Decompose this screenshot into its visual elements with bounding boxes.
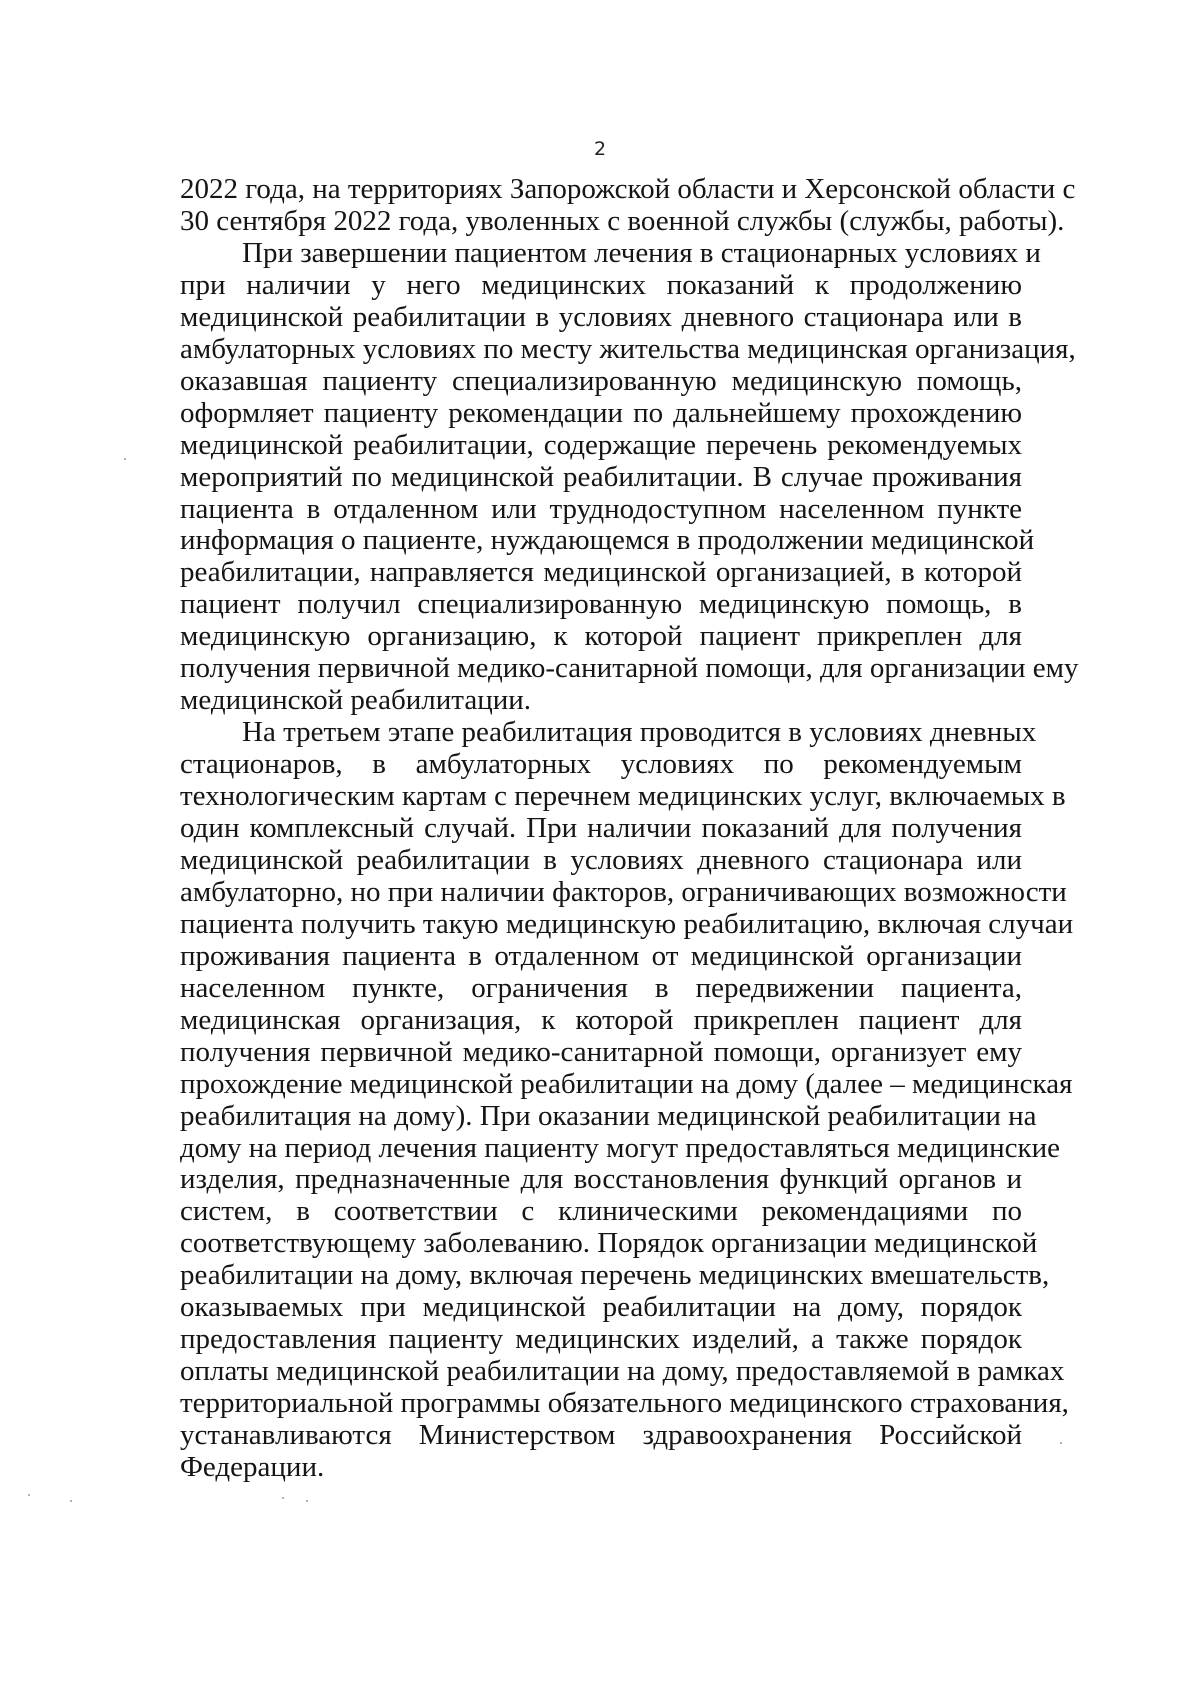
- text-line: реабилитации на дому, включая перечень медицинских вмешательств,: [180, 1259, 1050, 1292]
- text-line: при наличии у него медицинских показаний к продолжению: [180, 268, 1022, 301]
- text-line: информация о пациенте, нуждающемся в продолжении медицинской: [180, 524, 1035, 557]
- scan-speck: [70, 1500, 72, 1502]
- text-line: один комплексный случай. При наличии показаний для получения: [180, 812, 1022, 844]
- text-line: медицинская организация, к которой прикреплен пациент для: [180, 1003, 1022, 1036]
- text-line: стационаров, в амбулаторных условиях по рекомендуемым: [180, 748, 1022, 781]
- text-line: 30 сентября 2022 года, уволенных с военной службы (службы, работы).: [180, 204, 1065, 237]
- text-line: систем, в соответствии с клиническими рекомендациями по: [180, 1195, 1022, 1228]
- text-line: оказавшая пациенту специализированную медицинскую помощь,: [180, 364, 1022, 397]
- text-line: На третьем этапе реабилитация проводится в условиях дневных: [242, 716, 1037, 749]
- text-line: медицинской реабилитации, содержащие перечень рекомендуемых: [180, 428, 1022, 461]
- text-line: медицинской реабилитации в условиях дневного стационара или в: [180, 300, 1022, 333]
- text-line: 2022 года, на территориях Запорожской области и Херсонской области с: [180, 173, 1076, 205]
- text-line: пациент получил специализированную медицинскую помощь, в: [180, 588, 1022, 621]
- text-line: дому на период лечения пациенту могут предоставляться медицинские: [180, 1131, 1061, 1164]
- text-line: реабилитация на дому). При оказании медицинской реабилитации на: [180, 1099, 1037, 1132]
- text-line: медицинскую организацию, к которой пациент прикреплен для: [180, 620, 1022, 653]
- text-line: соответствующему заболеванию. Порядок организации медицинской: [180, 1227, 1038, 1260]
- scan-speck: [282, 1497, 284, 1499]
- text-line: оказываемых при медицинской реабилитации на дому, порядок: [180, 1291, 1022, 1324]
- text-line: устанавливаются Министерством здравоохранения Российской: [180, 1419, 1022, 1452]
- text-line: мероприятий по медицинской реабилитации. В случае проживания: [180, 460, 1022, 493]
- text-line: получения первичной медико-санитарной помощи, организует ему: [180, 1035, 1022, 1068]
- text-line: оформляет пациенту рекомендации по дальнейшему прохождению: [180, 396, 1022, 429]
- scan-speck: [1060, 1442, 1062, 1444]
- text-line: пациента получить такую медицинскую реабилитацию, включая случаи: [180, 907, 1074, 940]
- text-line: населенном пункте, ограничения в передвижении пациента,: [180, 971, 1022, 1004]
- text-line: получения первичной медико-санитарной помощи, для организации ему: [180, 652, 1079, 685]
- text-line: амбулаторных условиях по месту жительства медицинская организация,: [180, 332, 1076, 365]
- text-line: амбулаторно, но при наличии факторов, ограничивающих возможности: [180, 875, 1067, 908]
- text-line: медицинской реабилитации в условиях дневного стационара или: [180, 843, 1022, 876]
- text-line: изделия, предназначенные для восстановления функций органов и: [180, 1163, 1022, 1196]
- text-line: реабилитации, направляется медицинской организацией, в которой: [180, 556, 1022, 589]
- text-line: технологическим картам с перечнем медицинских услуг, включаемых в: [180, 780, 1066, 813]
- text-line: пациента в отдаленном или труднодоступном населенном пункте: [180, 492, 1022, 525]
- text-line: медицинской реабилитации.: [180, 684, 532, 717]
- scan-speck: [306, 1500, 308, 1502]
- text-line: территориальной программы обязательного медицинского страхования,: [180, 1387, 1069, 1420]
- scan-speck: [124, 458, 126, 460]
- text-line: оплаты медицинской реабилитации на дому, предоставляемой в рамках: [180, 1355, 1065, 1388]
- text-line: проживания пациента в отдаленном от медицинской организации: [180, 939, 1022, 972]
- text-line: прохождение медицинской реабилитации на дому (далее – медицинская: [180, 1067, 1073, 1100]
- text-line: Федерации.: [180, 1451, 325, 1483]
- scan-speck: [28, 1494, 30, 1496]
- text-line: При завершении пациентом лечения в стационарных условиях и: [242, 236, 1041, 269]
- text-line: предоставления пациенту медицинских изделий, а также порядок: [180, 1323, 1022, 1356]
- page-number: 2: [593, 138, 607, 160]
